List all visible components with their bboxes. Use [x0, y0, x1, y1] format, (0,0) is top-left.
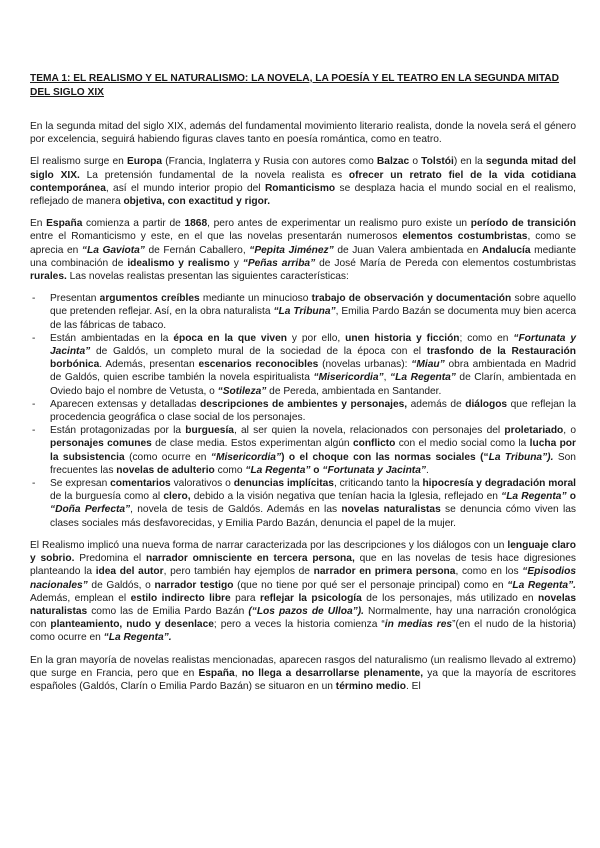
list-item: - Presentan argumentos creíbles mediante un minucioso trabajo de observación y documentación sobre aquello que pretenden reflejar. Así, en la obra naturalista “La Tribuna”, Emilia Pardo Bazán se documenta muy bien acerca de las fábricas de tabaco. [30, 292, 576, 332]
list-item: - Aparecen extensas y detalladas descripciones de ambientes y personajes, además de diálogos que reflejan la procedencia geográfica o clase social de los personajes. [30, 398, 576, 424]
realism-origin-paragraph: El realismo surge en Europa (Francia, Inglaterra y Rusia con autores como Balzac o Tolstói) en la segunda mitad del siglo XIX. La pretensión fundamental de la novela realista es ofrecer un retrato fiel de la vida cotidiana contemporánea, así el mundo interior propio del Romanticismo se desplaza hacia el mundo social en el realismo, reflejado de manera objetiva, con exactitud y rigor. [30, 156, 576, 208]
page-title: TEMA 1: EL REALISMO Y EL NATURALISMO: LA NOVELA, LA POESÍA Y EL TEATRO EN LA SEGUNDA MITAD DEL SIGLO XIX [30, 73, 560, 98]
spain-realism-paragraph: En España comienza a partir de 1868, pero antes de experimentar un realismo puro existe un período de transición entre el Romanticismo y este, en el que las novelas presentarán numerosos elementos costumbristas, como se aprecia en “La Gaviota” de Fernán Caballero, “Pepita Jiménez” de Juan Valera ambientada en Andalucía mediante una combinación de idealismo y realismo y “Peñas arriba” de José María de Pereda con elementos costumbristas rurales. Las novelas realistas presentan las siguientes características: [30, 218, 577, 283]
list-item: - Se expresan comentarios valorativos o denuncias implícitas, criticando tanto la hipocresía y degradación moral de la burguesía como al clero, debido a la visión negativa que tenían hacia la Iglesia, reflejado en “La Regenta” o “Doña Perfecta”, novela de tesis de Galdós. Además en las novelas naturalistas se denuncia cómo viven las clases sociales más desfavorecidas, y Emilia Pardo Bazán, denuncia el papel de la mujer. [30, 477, 576, 530]
intro-paragraph: En la segunda mitad del siglo XIX, además del fundamental movimiento literario realista, donde la novela será el género por excelencia, seguirá habiendo figuras claves tanto en poesía romántica, como en teatro. [30, 121, 576, 146]
naturalism-paragraph: En la gran mayoría de novelas realistas mencionadas, aparecen rasgos del naturalismo (un realismo llevado al extremo) que surge en Francia, pero que en España, no llega a desarrollarse plenamente, ya que la mayoría de escritores españoles (Galdós, Clarín o Emilia Pardo Bazán) se situaron en un término medio. El [30, 654, 576, 692]
narration-paragraph: El Realismo implicó una nueva forma de narrar caracterizada por las descripciones y los diálogos con un lenguaje claro y sobrio. Predomina el narrador omnisciente en tercera persona, que en las novelas de tesis hace digresiones planteando la idea del autor, pero también hay ejemplos de narrador en primera persona, como en los “Episodios nacionales” de Galdós, o narrador testigo (que no tiene por qué ser el personaje principal) como en “La Regenta”. Además, emplean el estilo indirecto libre para reflejar la psicología de los personajes, más utilizado en novelas naturalistas como las de Emilia Pardo Bazán (“Los pazos de Ulloa”). Normalmente, hay una narración cronológica con planteamiento, nudo y desenlace; pero a veces la historia comienza “in medias res”(en el nudo de la historia) como ocurre en “La Regenta”. [30, 539, 577, 644]
document-body [30, 120, 576, 702]
characteristics-list [30, 292, 576, 530]
list-item: - Están protagonizadas por la burguesía, al ser quien la novela, relacionados con personajes del proletariado, o personajes comunes de clase media. Estos experimentan algún conflicto con el medio social como la lucha por la subsistencia (como ocurre en “Misericordia”) o el choque con las normas sociales (“La Tribuna”). Son frecuentes las novelas de adulterio como “La Regenta” o “Fortunata y Jacinta”. [30, 424, 576, 477]
list-item: - Están ambientadas en la época en la que viven y por ello, unen historia y ficción; como en “Fortunata y Jacinta” de Galdós, un completo mural de la sociedad de la época con el trasfondo de la Restauración borbónica. Además, presentan escenarios reconocibles (novelas urbanas): “Miau” obra ambientada en Madrid de Galdós, quien escribe también la novela espiritualista “Misericordia”, “La Regenta” de Clarín, ambientada en Oviedo bajo el nombre de Vetusta, o “Sotileza” de Pereda, ambientada en Santander. [30, 332, 576, 398]
